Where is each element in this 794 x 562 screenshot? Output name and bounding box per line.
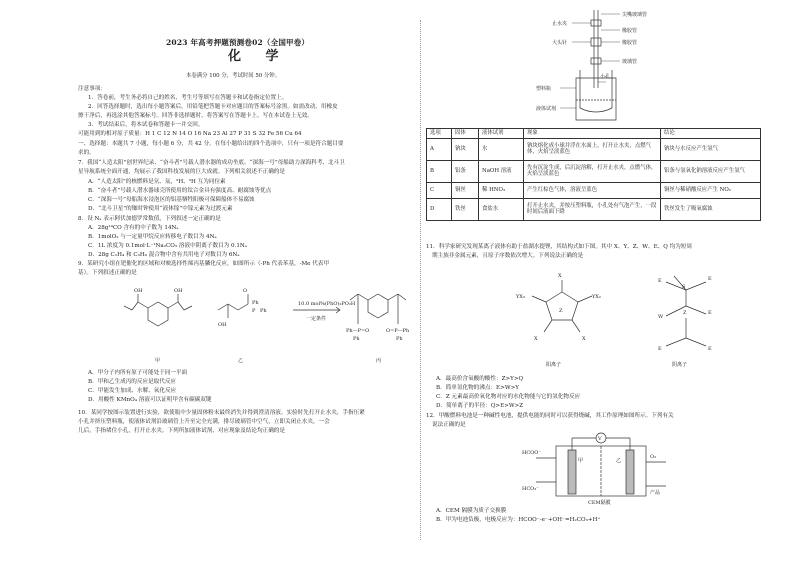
svg-text:Ph—P=O: Ph—P=O <box>346 328 370 334</box>
q12-fuel-cell-diagram <box>522 432 686 506</box>
svg-text:Z: Z <box>559 308 563 314</box>
table-row <box>427 198 761 220</box>
table-cell: 打开止水夹，并按压塑料瓶，小孔处有气泡产生，一段时间后液面下降 <box>524 198 661 220</box>
svg-text:X: X <box>558 273 562 279</box>
section-heading: 一、选择题：本题共 7 小题，每小题 6 分，共 42 分。在每小题给出的四个选项中，只有一项是符合题目要 <box>78 141 344 147</box>
svg-text:Ph: Ph <box>353 336 360 342</box>
notice-line: 2．回答选择题时，选出每小题答案后，用铅笔把答题卡对应题目的答案标号涂黑。如需改动，用橡皮 <box>88 104 338 110</box>
table-cell: 铜丝与稀硝酸反应产生 NO₂ <box>661 182 761 198</box>
svg-text:W: W <box>658 314 664 320</box>
svg-text:YX₃: YX₃ <box>516 294 525 300</box>
exam-info: 本卷满分 100 分，考试时间 50 分钟。 <box>186 73 281 79</box>
q12-stem: 说法正确的是 <box>432 422 466 428</box>
table-cell: C <box>427 182 452 198</box>
q11-option-b: B．简单氢化物的沸点：E>W>Y <box>436 385 519 391</box>
q8-option-b: B．1molO₂ 与一定量甲烷反应转移电子数目为 4Nₐ <box>88 234 217 240</box>
label-jia: 甲 <box>155 358 161 364</box>
q11-stem: 11．科学家研究发现某离子液体有助于盐湖水提锂，其结构式如下图。其中 X、Y、Z、W、E、Q 均为短周 <box>426 244 692 250</box>
svg-text:Ph: Ph <box>252 300 259 306</box>
q12-option-b: B．甲为电池负极，电极反应为：HCOO⁻-e⁻+OH⁻=H₂CO₃+H⁺ <box>436 517 601 523</box>
compound-yi-structure <box>218 294 248 318</box>
table-row <box>427 138 761 160</box>
q10-stem: 儿后，手指堵住小孔，打开止水夹。下列所加液体试剂、对应现象及结论均正确的是 <box>78 428 285 434</box>
svg-text:P: P <box>252 308 256 314</box>
q9-option-d: D．用酸性 KMnO₄ 溶液可以证明甲含有碳碳双键 <box>88 397 212 403</box>
atomic-masses: 可能用到的相对原子质量：H 1 C 12 N 14 O 16 Na 23 Al 27 P 31 S 32 Fe 56 Cu 64 <box>78 131 302 137</box>
q9-stem: 9．某研究小组在钯催化的区域和对映选择性烯丙基膦化反应，如图所示（-Ph 代表苯基，-Me 代表甲 <box>78 261 330 267</box>
notice-heading: 注意事项： <box>78 86 106 92</box>
label-apparatus: 止水夹 <box>552 21 568 27</box>
label-apparatus: 塑料瓶 <box>536 86 552 92</box>
notice-line: 1．答卷前，考生务必将自己的姓名、考生号等填写在答题卡和试卷指定位置上。 <box>88 95 288 101</box>
q7-stem: 7．我国“人造太阳”创世界纪录、“奋斗者”号载人潜水器的成功坐底、“深海一号”母船助力深海科考、北斗卫 <box>78 160 345 166</box>
column-divider <box>420 20 421 540</box>
label-apparatus: 玻璃管 <box>622 59 638 65</box>
label-anion: 阴离子 <box>672 362 688 368</box>
q8-option-a: A．28g¹⁴CO 含有的中子数为 14Nₐ <box>88 225 179 231</box>
label-apparatus: 小孔 <box>600 74 611 80</box>
table-cell: 铁丝发生了吸氧腐蚀 <box>661 198 761 220</box>
label-apparatus: 橡胶管 <box>622 40 638 46</box>
table-cell: 铁丝 <box>452 198 479 220</box>
svg-text:X: X <box>582 336 586 342</box>
table-cell: 铜丝 <box>452 182 479 198</box>
table-header: 选项 <box>427 129 452 139</box>
table-header-row <box>427 129 761 139</box>
label-hcoo: HCOO⁻ <box>522 450 542 456</box>
label-cation: 阳离子 <box>546 362 562 368</box>
table-header: 结论 <box>661 129 761 139</box>
cation-ring <box>546 292 578 320</box>
label-apparatus: 橡胶管 <box>622 28 638 34</box>
label-apparatus: 液体试剂 <box>536 106 557 112</box>
q7-option-a: A．“人造太阳”的核燃料是氘、氚，²H、³H 互为同位素 <box>88 179 226 185</box>
svg-text:O=P—Ph: O=P—Ph <box>386 328 410 334</box>
label-apparatus: 大头针 <box>552 40 568 46</box>
q8-stem: 8．设 Nₐ 表示阿伏加德罗常数值，下列叙述一定正确的是 <box>78 216 221 222</box>
q12-stem: 12．甲酸燃料电池是一种碱性电池，提供电能的同时可以获得烧碱，其工作原理如图所示。下列有关 <box>426 413 674 419</box>
q9-reaction-scheme <box>78 280 418 365</box>
q9-option-b: B．甲和乙生成丙的反应是取代反应 <box>88 379 177 385</box>
svg-text:E: E <box>708 276 712 282</box>
q8-option-d: D．28g C₂H₄ 和 C₃H₆ 混合物中含有共用电子对数目为 6Nₐ <box>88 252 240 258</box>
q7-stem: 星导航系统全面开通，均展示了我国科技发展的巨大成就。下列相关叙述不正确的是 <box>78 169 285 175</box>
q9-stem: 基）。下列叙述正确的是 <box>78 270 137 276</box>
svg-text:S: S <box>682 284 686 290</box>
reaction-condition-top: 10.0 mol%(PhO)₂PO₂H <box>298 301 356 307</box>
table-cell: B <box>427 160 452 182</box>
svg-text:E: E <box>708 346 712 352</box>
table-header: 固体 <box>452 129 479 139</box>
svg-text:E: E <box>658 346 662 352</box>
q10-apparatus-diagram <box>536 8 666 126</box>
table-cell: 水 <box>479 138 524 160</box>
label-yi: 乙 <box>238 358 244 364</box>
table-cell: 铝条与氢氧化钠溶液反应产生氢气 <box>661 160 761 182</box>
q8-option-c: C．1L 浓度为 0.1mol·L⁻¹Na₂CO₃ 溶液中阴离子数目为 0.1Nₐ <box>88 243 247 249</box>
svg-text:Ph: Ph <box>396 336 403 342</box>
table-cell: 产生红棕色气体，溶液呈蓝色 <box>524 182 661 198</box>
q10-stem: 10．某同学按图示装置进行实验，欲使瓶中少量固体粉末最终消失并得到澄清溶液。实验时先打开止水夹，手指压紧 <box>78 410 365 416</box>
reaction-condition-bottom: 一定条件 <box>306 316 327 322</box>
table-cell: 钠块熔化成小球并浮在水面上，打开止水夹，点燃气体，火焰呈淡蓝色 <box>524 138 661 160</box>
svg-text:Z: Z <box>683 310 687 316</box>
table-cell: A <box>427 138 452 160</box>
table-cell: NaOH 溶液 <box>479 160 524 182</box>
svg-text:E: E <box>708 310 712 316</box>
q7-option-c: C．“深海一号”母船海水浸泡区的铝基牺牲阳极可保障船体不易腐蚀 <box>88 197 255 203</box>
svg-text:OH: OH <box>174 288 183 294</box>
electrode-yi <box>626 450 634 494</box>
svg-text:OH: OH <box>134 288 143 294</box>
compound-jia-structure <box>124 294 192 326</box>
table-cell: 钠块与水反应产生氢气 <box>661 138 761 160</box>
svg-text:X: X <box>534 336 538 342</box>
q9-option-a: A．甲分子内所有原子可能处于同一平面 <box>88 370 188 376</box>
table-cell: 铝条 <box>452 160 479 182</box>
compound-bing-structure <box>350 294 406 324</box>
svg-text:Ph: Ph <box>260 308 267 314</box>
q9-option-c: C．甲能发生加成、水解、氧化反应 <box>88 388 177 394</box>
table-header: 液体试剂 <box>479 129 524 139</box>
table-cell: 先有沉淀生成，后沉淀溶解，打开止水夹，点燃气体，火焰呈淡蓝色 <box>524 160 661 182</box>
q11-ionic-liquid-structure <box>486 262 726 372</box>
label-hco3: HCO₃⁻ <box>522 486 539 492</box>
section-heading: 求的。 <box>78 150 95 156</box>
notice-line: 擦干净后，再选涂其他答案标号。回答非选择题时，将答案写在答题卡上。写在本试卷上无效。 <box>78 113 313 119</box>
table-cell: 钠块 <box>452 138 479 160</box>
label-o2: O₂ <box>650 454 657 460</box>
label-v: V <box>598 436 602 442</box>
q11-option-d: D．简单离子的半径：Q>E>W>Z <box>436 403 524 409</box>
electrode-jia <box>568 450 576 494</box>
q10-options-table <box>426 128 761 221</box>
q11-option-a: A．最高价含氧酸的酸性：Z>Y>Q <box>436 376 524 382</box>
q12-option-a: A．CEM 隔膜为质子交换膜 <box>436 508 507 514</box>
q10-stem: 小孔并挤压塑料瓶，使液体试剂沿玻璃管上升至完全充满，排尽玻璃管中空气，立即关闭止水夹，一会 <box>78 419 330 425</box>
notice-line: 3．考试结束后，将本试卷和答题卡一并交回。 <box>88 122 204 128</box>
table-cell: 稀 HNO₃ <box>479 182 524 198</box>
exam-title: 2023 年高考押题预测卷02（全国甲卷） <box>166 38 310 47</box>
label-cem: CEM隔膜 <box>588 500 611 506</box>
svg-text:E: E <box>658 278 662 284</box>
q11-stem: 期主族非金属元素，且原子序数依次增大。下列说法正确的是 <box>432 253 584 259</box>
svg-text:OH: OH <box>218 322 227 328</box>
label-apparatus: 尖嘴玻璃管 <box>622 12 648 18</box>
table-row <box>427 160 761 182</box>
q7-option-b: B．“奋斗者”号载人潜水器球壳所使用的钛合金具有强度高、耐腐蚀等优点 <box>88 188 272 194</box>
table-cell: 食盐水 <box>479 198 524 220</box>
q11-option-c: C．Z 元素最高价氧化物对应的水化物能与它的氢化物反应 <box>436 394 581 400</box>
label-product: 产品 <box>650 490 661 496</box>
label-yi: 乙 <box>616 458 622 464</box>
svg-text:YX₂: YX₂ <box>592 294 601 300</box>
q7-option-d: D．“北斗卫星”的铷时钟使用“液体镓”中镓元素为过渡元素 <box>88 206 233 212</box>
svg-text:O: O <box>243 288 248 294</box>
label-bing: 丙 <box>376 358 382 364</box>
table-cell: D <box>427 198 452 220</box>
subject-title: 化 学 <box>228 49 289 64</box>
table-header: 现象 <box>524 129 661 139</box>
label-jia: 甲 <box>578 458 584 464</box>
table-row <box>427 182 761 198</box>
